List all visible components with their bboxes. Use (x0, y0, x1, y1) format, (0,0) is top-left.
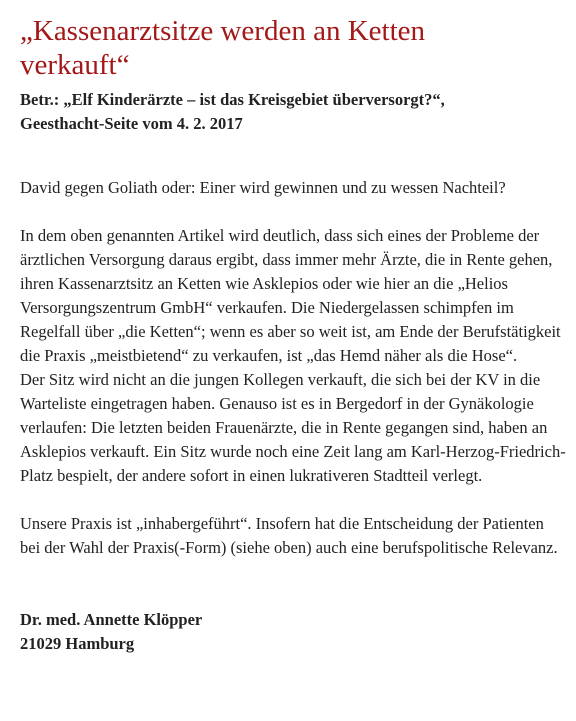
subject-line-2: Geesthacht-Seite vom 4. 2. 2017 (20, 114, 243, 133)
signature-name: Dr. med. Annette Klöpper (20, 610, 203, 629)
letter-body (20, 176, 568, 560)
signature-city: 21029 Hamburg (20, 634, 135, 653)
paragraph-conclusion: Unsere Praxis ist „inhabergeführt“. Insofern hat die Entscheidung der Patienten bei der Wahl der Praxis(-Form) (siehe oben) auch eine berufspolitische Relevanz. (20, 514, 558, 557)
paragraph-intro: David gegen Goliath oder: Einer wird gewinnen und zu wessen Nachteil? (20, 178, 506, 197)
paragraph-example: Der Sitz wird nicht an die jungen Kollegen verkauft, die sich bei der KV in die Warteliste eingetragen haben. Genauso ist es in Bergedorf in der Gynäkologie verlaufen: Die letzten beiden Frauenärzte, die in Rente gegangen sind, haben an Asklepios verkauft. Ein Sitz wurde noch eine Zeit lang am Karl-Herzog-Friedrich-Platz bespielt, der andere sofort in einen lukrativeren Stadtteil verlegt. (20, 370, 566, 485)
headline (20, 14, 568, 82)
signature-block (20, 608, 568, 656)
paragraph-problem: In dem oben genannten Artikel wird deutlich, dass sich eines der Probleme der ärztlichen Versorgung daraus ergibt, dass immer mehr Ärzte, die in Rente gehen, ihren Kassenarztsitz an Ketten wie Asklepios oder wie hier an die „Helios Versorgungszentrum GmbH“ verkaufen. Die Niedergelassen schimpfen im Regelfall über „die Ketten“; wenn es aber so weit ist, am Ende der Berufstätigkeit die Praxis „meistbietend“ zu verkaufen, ist „das Hemd näher als die Hose“. (20, 226, 561, 365)
letter-page (20, 14, 568, 656)
headline-line-1: „Kassenarztsitze werden an Ketten (20, 15, 425, 47)
subject-line-1: Betr.: „Elf Kinderärzte – ist das Kreisgebiet überversorgt?“, (20, 90, 445, 109)
subject-reference (20, 88, 568, 136)
headline-line-2: verkauft“ (20, 49, 130, 81)
